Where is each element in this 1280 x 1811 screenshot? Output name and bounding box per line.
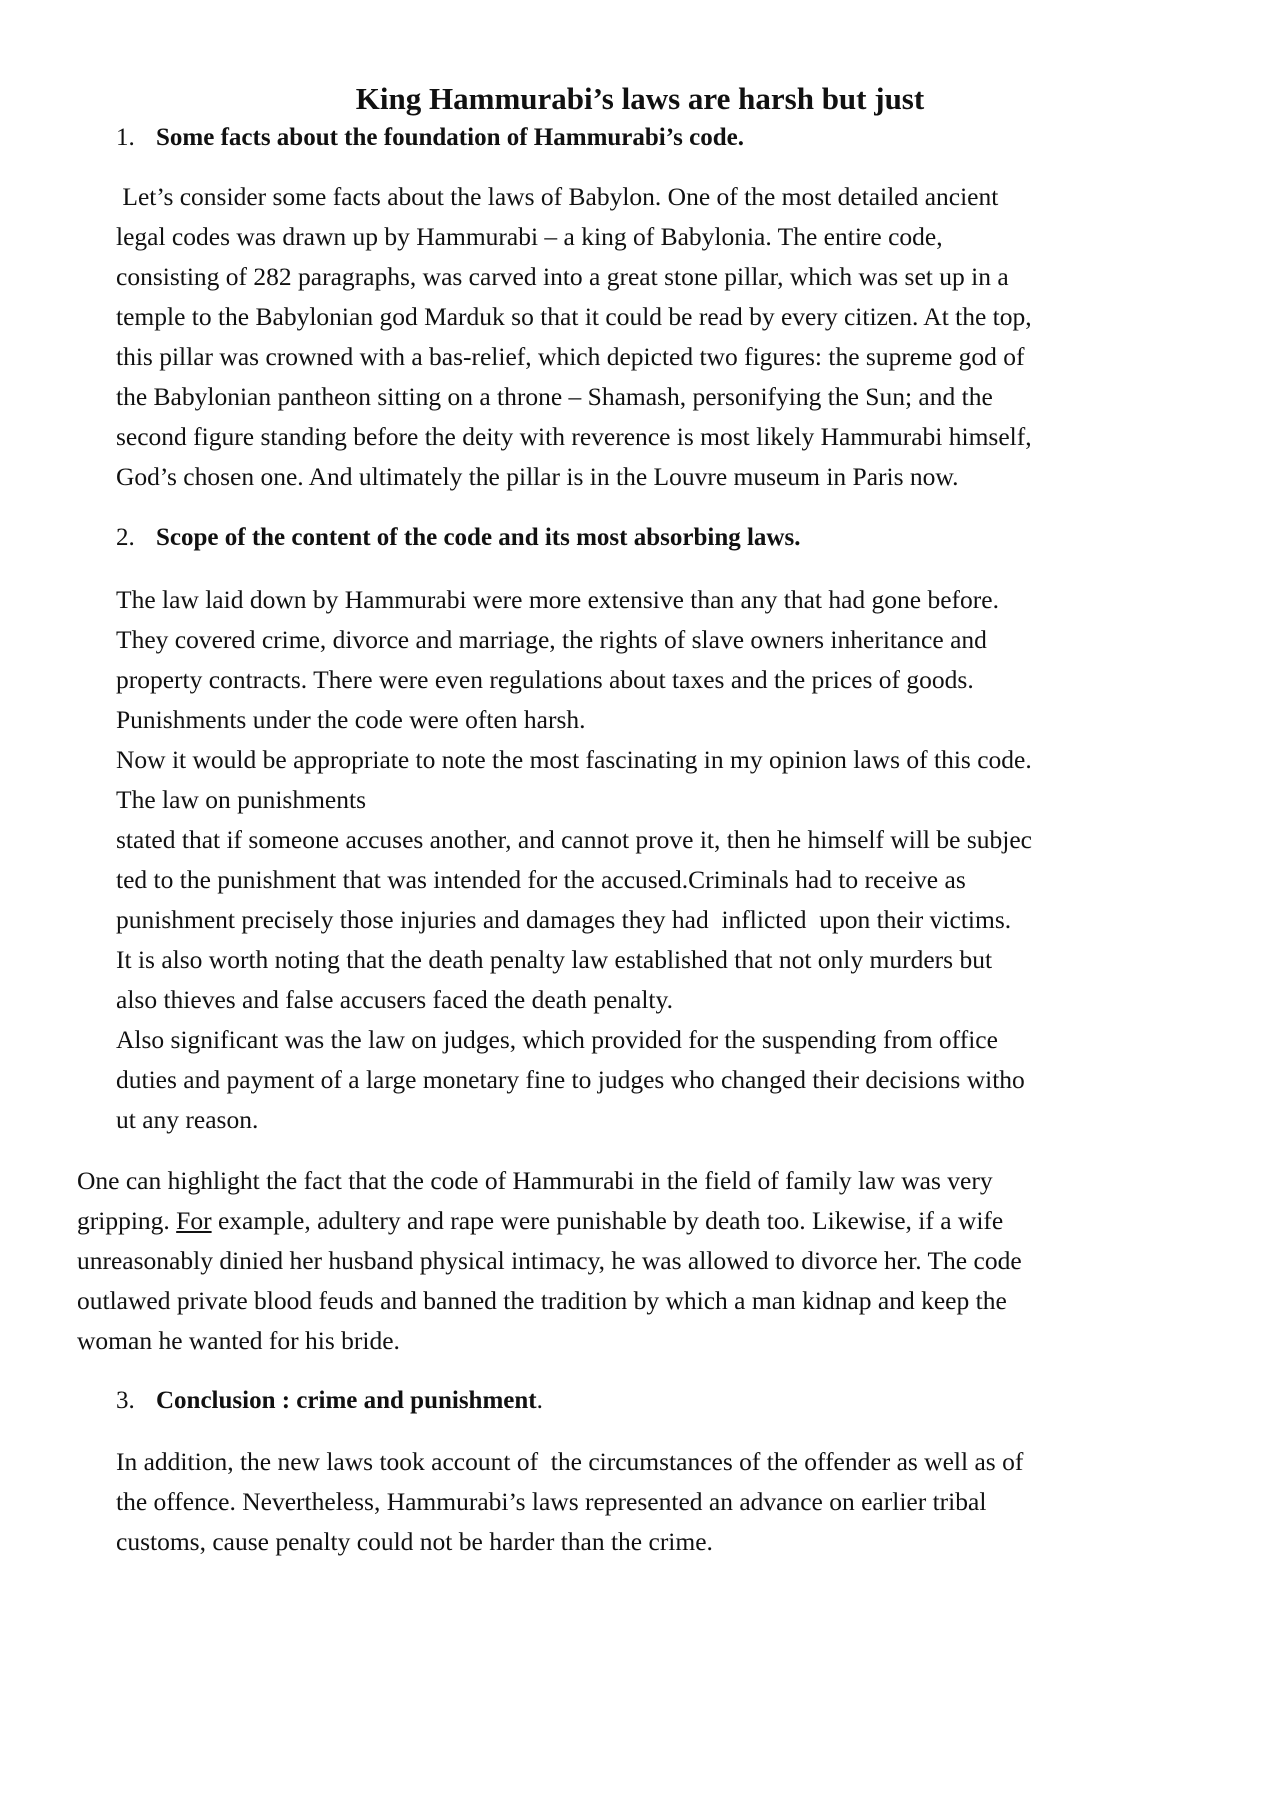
- paragraph-line: Punishments under the code were often harsh.: [116, 705, 586, 734]
- section-3-number: 3.: [116, 1387, 135, 1414]
- line-rest: example, adultery and rape were punishable by death too. Likewise, if a wife: [211, 1206, 1004, 1235]
- paragraph-line: this pillar was crowned with a bas-relief, which depicted two figures: the supreme god of: [116, 342, 1025, 371]
- section-3-paragraph: [116, 1442, 1216, 1562]
- section-1-paragraph: [116, 177, 1216, 497]
- paragraph-line: the Babylonian pantheon sitting on a throne – Shamash, personifying the Sun; and the: [116, 382, 993, 411]
- line-prefix: gripping.: [77, 1206, 177, 1235]
- paragraph-line: property contracts. There were even regulations about taxes and the prices of goods.: [116, 665, 974, 694]
- section-2-number: 2.: [116, 524, 135, 551]
- paragraph-line: temple to the Babylonian god Marduk so that it could be read by every citizen. At the top,: [116, 302, 1032, 331]
- section-3-heading-text: Conclusion : crime and punishment: [156, 1387, 537, 1414]
- document-title: King Hammurabi’s laws are harsh but just: [355, 81, 925, 116]
- paragraph-line: [77, 1201, 1217, 1241]
- paragraph-line: Now it would be appropriate to note the most fascinating in my opinion laws of this code.: [116, 745, 1032, 774]
- paragraph-line: ted to the punishment that was intended for the accused.Criminals had to receive as: [116, 865, 966, 894]
- paragraph-line: ut any reason.: [116, 1105, 259, 1134]
- paragraph-line: God’s chosen one. And ultimately the pillar is in the Louvre museum in Paris now.: [116, 462, 959, 491]
- paragraph-line: unreasonably dinied her husband physical intimacy, he was allowed to divorce her. The code: [77, 1246, 1022, 1275]
- section-2-heading: [116, 518, 1196, 558]
- paragraph-line: customs, cause penalty could not be harder than the crime.: [116, 1527, 713, 1556]
- paragraph-line: punishment precisely those injuries and damages they had inflicted upon their victims.: [116, 905, 1012, 934]
- paragraph-line: legal codes was drawn up by Hammurabi – a king of Babylonia. The entire code,: [116, 222, 943, 251]
- section-3-heading: [116, 1381, 1196, 1421]
- section-1-heading: [116, 118, 1196, 158]
- underlined-word: For: [176, 1206, 212, 1235]
- paragraph-line: woman he wanted for his bride.: [77, 1326, 400, 1355]
- paragraph-line: outlawed private blood feuds and banned the tradition by which a man kidnap and keep the: [77, 1286, 1007, 1315]
- paragraph-line: also thieves and false accusers faced the death penalty.: [116, 985, 673, 1014]
- paragraph-line: Also significant was the law on judges, which provided for the suspending from office: [116, 1025, 998, 1054]
- paragraph-line: duties and payment of a large monetary fine to judges who changed their decisions witho: [116, 1065, 1025, 1094]
- paragraph-line: Let’s consider some facts about the laws of Babylon. One of the most detailed ancient: [116, 182, 999, 211]
- section-1-number: 1.: [116, 124, 135, 151]
- paragraph-line: consisting of 282 paragraphs, was carved into a great stone pillar, which was set up in a: [116, 262, 1009, 291]
- section-2-paragraph: [116, 580, 1216, 1140]
- paragraph-line: One can highlight the fact that the code of Hammurabi in the field of family law was very: [77, 1166, 993, 1195]
- paragraph-line: It is also worth noting that the death penalty law established that not only murders but: [116, 945, 993, 974]
- section-1-heading-text: Some facts about the foundation of Hammurabi’s code.: [156, 124, 744, 151]
- paragraph-line: The law on punishments: [116, 785, 367, 814]
- paragraph-line: They covered crime, divorce and marriage, the rights of slave owners inheritance and: [116, 625, 987, 654]
- paragraph-line: stated that if someone accuses another, and cannot prove it, then he himself will be subjec: [116, 825, 1032, 854]
- section-2-heading-text: Scope of the content of the code and its most absorbing laws.: [156, 524, 801, 551]
- paragraph-line: The law laid down by Hammurabi were more extensive than any that had gone before.: [116, 585, 999, 614]
- family-law-paragraph: [77, 1161, 1217, 1361]
- paragraph-line: In addition, the new laws took account of the circumstances of the offender as well as of: [116, 1447, 1024, 1476]
- paragraph-line: the offence. Nevertheless, Hammurabi’s laws represented an advance on earlier tribal: [116, 1487, 987, 1516]
- section-3-heading-suffix: .: [536, 1387, 543, 1414]
- paragraph-line: second figure standing before the deity with reverence is most likely Hammurabi himself,: [116, 422, 1032, 451]
